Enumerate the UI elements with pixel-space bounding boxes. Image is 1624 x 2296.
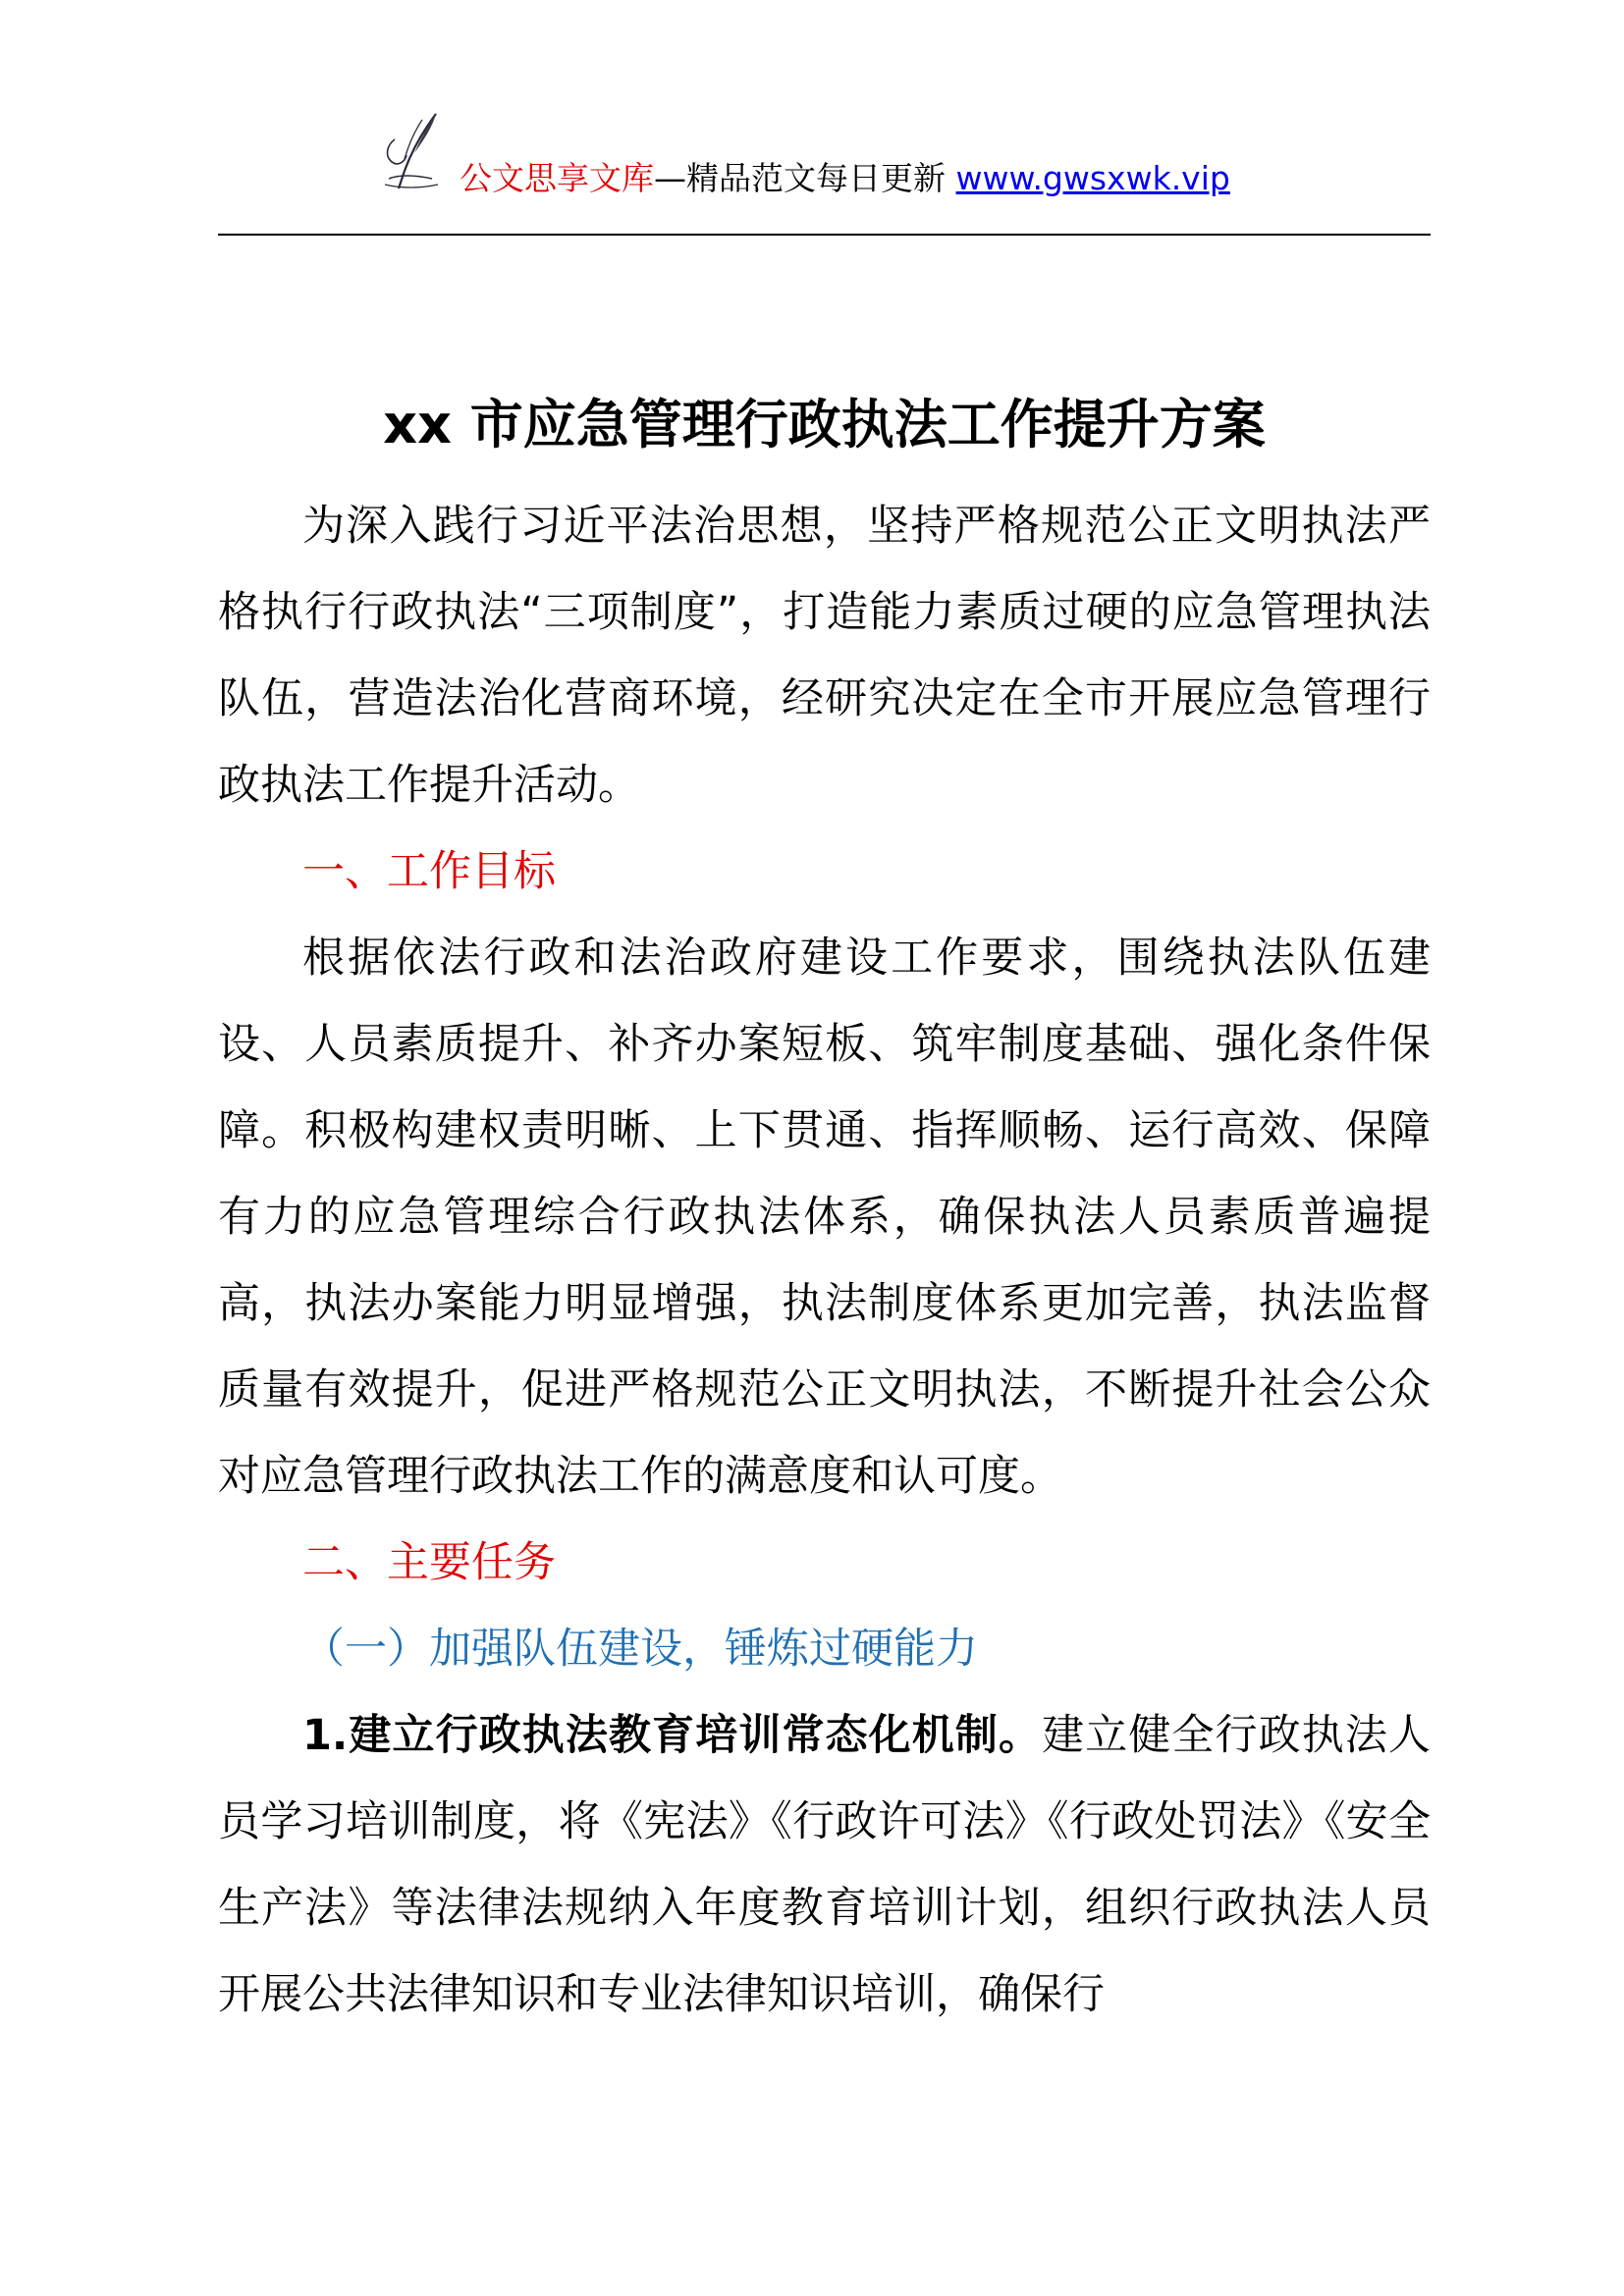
subsection-heading-team: （一）加强队伍建设，锤炼过硬能力 (302, 1625, 978, 1674)
section-heading-goals: 一、工作目标 (302, 847, 556, 896)
header-line (460, 159, 1230, 198)
site-url-link[interactable]: www.gwsxwk.vip (955, 159, 1230, 197)
item1-body: 建立健全行政执法人员学习培训制度，将《宪法》《行政许可法》《行政处罚法》《安全生产法》等法律法规纳入年度教育培训计划，组织行政执法人员开展公共法律知识和专业法律知识培训，确保行 (218, 1711, 1431, 2019)
page-header (218, 110, 1431, 233)
document-title: xx 市应急管理行政执法工作提升方案 (383, 394, 1266, 456)
header-tagline: —精品范文每日更新 (654, 159, 956, 197)
document-body (218, 483, 1431, 2038)
goals-paragraph: 根据依法行政和法治政府建设工作要求，围绕执法队伍建设、人员素质提升、补齐办案短板、筑牢制度基础、强化条件保障。积极构建权责明晰、上下贯通、指挥顺畅、运行高效、保障有力的应急管理综合行政执法体系，确保执法人员素质普遍提高，执法办案能力明显增强，执法制度体系更加完善，执法监督质量有效提升，促进严格规范公正文明执法，不断提升社会公众对应急管理行政执法工作的满意度和认可度。 (218, 934, 1431, 1501)
intro-paragraph: 为深入践行习近平法治思想，坚持严格规范公正文明执法严格执行行政执法“三项制度”，打造能力素质过硬的应急管理执法队伍，营造法治化营商环境，经研究决定在全市开展应急管理行政执法工作提升活动。 (218, 502, 1431, 810)
section-heading-tasks: 二、主要任务 (302, 1538, 556, 1587)
header-divider (218, 234, 1431, 236)
quill-pen-logo-icon (375, 110, 454, 198)
brand-name: 公文思享文库 (460, 159, 654, 197)
item1-lead: 1.建立行政执法教育培训常态化机制。 (302, 1711, 1043, 1760)
item1-paragraph (218, 1692, 1431, 2038)
